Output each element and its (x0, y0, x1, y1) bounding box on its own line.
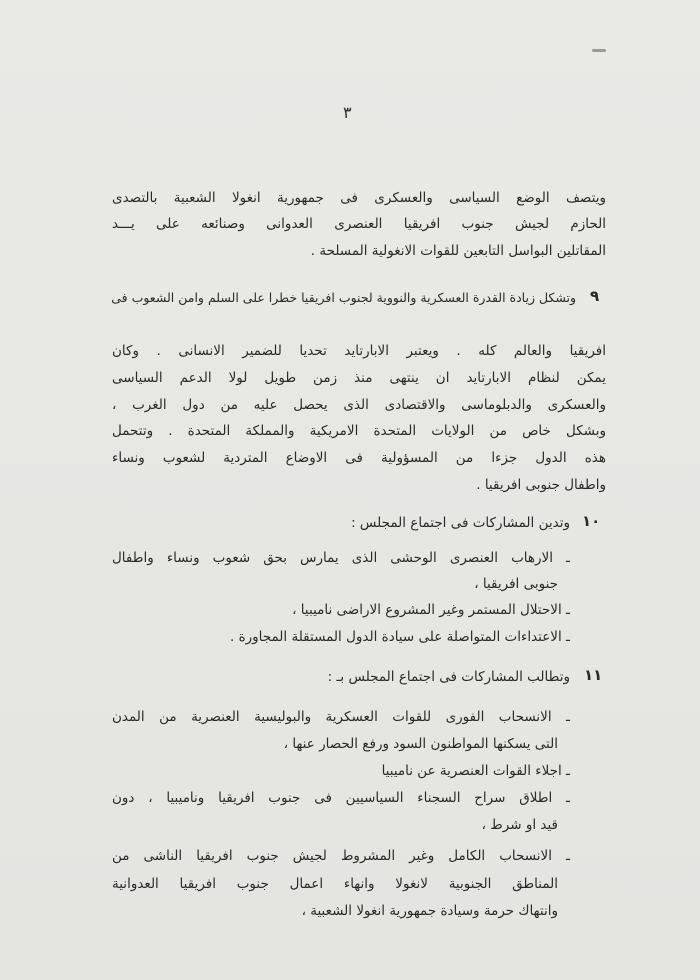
list-item-continuation: جنوبى افريقيا ، (474, 576, 558, 592)
list-item: ـ الارهاب العنصرى الوحشى الذى يمارس بحق شعوب ونساء واطفال (112, 550, 570, 566)
section-number: ١١ (584, 666, 603, 684)
section-9-line: وتشكل زيادة القدرة العسكرية والنووية لجنوب افريقيا خطرا على السلم وامن الشعوب فى (111, 290, 576, 305)
intro-line: ويتصف الوضع السياسى والعسكرى فى جمهورية انغولا الشعبية بالتصدى (112, 190, 606, 206)
intro-line: الحازم لجيش جنوب افريقيا العنصرى العدوانى وصنائعه على يـــد (112, 216, 606, 232)
section-9-line: يمكن لنظام الابارتايد ان ينتهى منذ زمن طويل لولا الدعم السياسى (112, 370, 606, 386)
section-9-line: والعسكرى والدبلوماسى والاقتصادى الذى يحصل عليه من دول الغرب ، (112, 397, 606, 413)
list-item-continuation: قيد او شرط ، (481, 817, 558, 833)
section-number: ١٠ (582, 512, 601, 530)
intro-line: المقاتلين البواسل التابعين للقوات الانغولية المسلحة . (310, 243, 606, 259)
section-9-line: واطفال جنوبى افريقيا . (476, 477, 606, 493)
section-9-line: هذه الدول جزءا من المسؤولية فى الاوضاع المتردية لشعوب ونساء (112, 450, 606, 466)
section-number: ٩ (590, 287, 600, 305)
list-item: ـ اجلاء القوات العنصرية عن ناميبيا (381, 763, 570, 779)
list-item-continuation: التى يسكنها المواطنون السود ورفع الحصار عنها ، (283, 736, 558, 752)
list-item: ـ الاعتداءات المتواصلة على سيادة الدول المستقلة المجاورة . (229, 629, 570, 645)
list-item: ـ الاحتلال المستمر وغير المشروع الاراضى ناميبيا ، (292, 602, 570, 618)
list-item: ـ اطلاق سراح السجناء السياسيين فى جنوب افريقيا وناميبيا ، دون (112, 790, 570, 806)
section-10-heading: وتدين المشاركات فى اجتماع المجلس : (351, 515, 570, 531)
list-item-continuation: المناطق الجنوبية لانغولا وانهاء اعمال جنوب افريقيا العدوانية (112, 876, 558, 892)
page-number: ٣ (343, 103, 352, 122)
section-9-line: افريقيا والعالم كله . ويعتبر الابارتايد تحديا للضمير الانسانى . وكان (112, 343, 606, 359)
scan-mark (592, 49, 606, 52)
list-item-continuation: وانتهاك حرمة وسيادة جمهورية انغولا الشعبية ، (301, 903, 558, 919)
section-11-heading: وتطالب المشاركات فى اجتماع المجلس بـ : (327, 669, 570, 685)
section-9-line: وبشكل خاص من الولايات المتحدة الامريكية والمملكة المتحدة . وتتحمل (112, 423, 606, 439)
list-item: ـ الانسحاب الكامل وغير المشروط لجيش جنوب افريقيا الناشى من (112, 848, 570, 864)
list-item: ـ الانسحاب الفورى للقوات العسكرية والبوليسية العنصرية من المدن (112, 709, 570, 725)
